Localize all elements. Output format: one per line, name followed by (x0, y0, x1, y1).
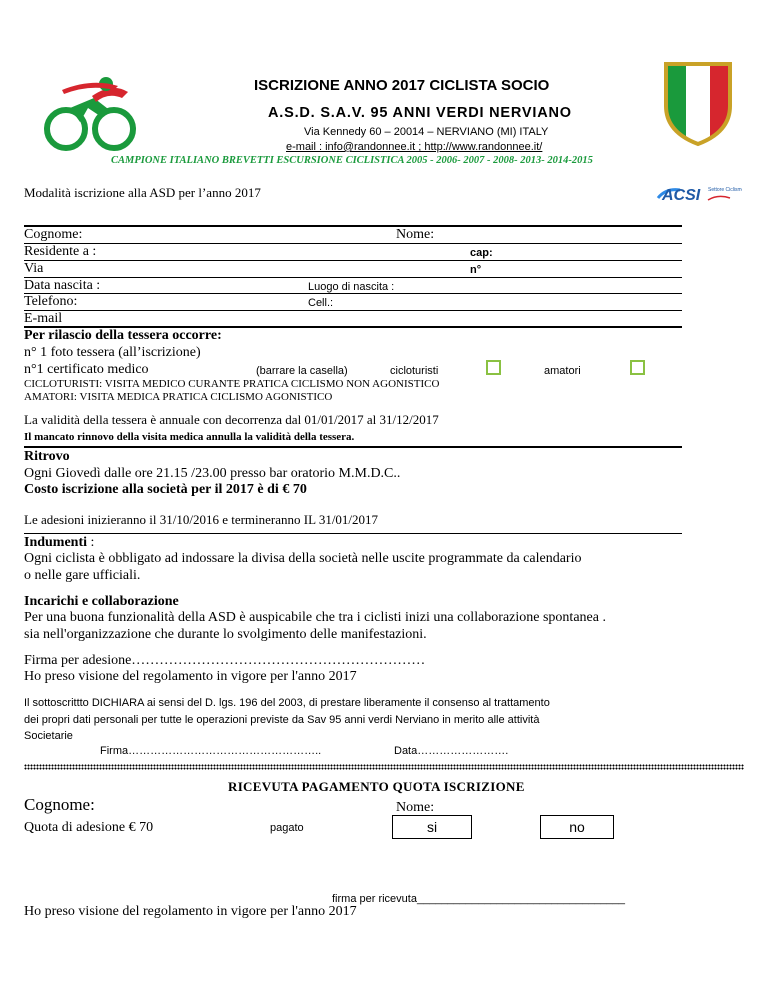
adesioni-text: Le adesioni inizieranno il 31/10/2016 e termineranno IL 31/01/2017 (24, 512, 379, 527)
pagato-no-box[interactable] (540, 815, 614, 839)
firma-regolamento: Ho preso visione del regolamento in vigore per l'anno 2017 (24, 669, 357, 684)
ricevuta-regolamento: Ho preso visione del regolamento in vigore per l'anno 2017 (24, 904, 357, 919)
intro-text: Modalità iscrizione alla ASD per l’anno 2017 (24, 185, 261, 200)
numero-label: n° (470, 264, 482, 276)
indumenti-heading: Indumenti (24, 535, 88, 550)
pagato-no-label: no (569, 819, 585, 835)
tessera-heading: Per rilascio della tessera occorre: (24, 328, 222, 343)
club-logo-cyclist (42, 72, 142, 154)
amatori-checkbox[interactable] (630, 360, 645, 375)
club-contacts-link[interactable]: e-mail : info@randonnee.it ; http://www.randonnee.it/ (286, 141, 543, 153)
cognome-label: Cognome: (24, 227, 83, 242)
email-label: E-mail (24, 311, 63, 326)
indumenti-heading-wrap (24, 535, 94, 551)
note-amatori: AMATORI: VISITA MEDICA PRATICA CICLISMO AGONISTICO (24, 391, 333, 403)
acsi-logo-icon (656, 180, 742, 208)
acsi-logo-small-text: Settore Ciclismo (708, 187, 742, 193)
ricevuta-quota: Quota di adesione € 70 (24, 820, 154, 835)
privacy-data: Data……………………. (394, 745, 509, 757)
residente-label: Residente a : (24, 244, 97, 259)
via-label: Via (24, 261, 44, 276)
ricevuta-title: RICEVUTA PAGAMENTO QUOTA ISCRIZIONE (228, 779, 525, 794)
nome-label: Nome: (396, 227, 435, 242)
tessera-certificato: n°1 certificato medico (24, 362, 149, 377)
italian-shield-icon (662, 58, 734, 148)
rule (24, 310, 682, 311)
rule (24, 293, 682, 294)
note-cicloturisti: CICLOTURISTI: VISITA MEDICO CURANTE PRATICA CICLISMO NON AGONISTICO (24, 378, 440, 390)
firma-adesione: Firma per adesione……………………………………………………… (24, 653, 426, 668)
luogo-nascita-label: Luogo di nascita : (308, 281, 395, 293)
cut-separator (24, 764, 744, 770)
rule (24, 243, 682, 244)
telefono-label: Telefono: (24, 294, 78, 309)
privacy-firma: Firma…………………………………………….. (100, 745, 322, 757)
privacy-line2: dei propri dati personali per tutte le operazioni previste da Sav 95 anni verdi Nerviano in merito alle attività (24, 714, 540, 726)
document-title: ISCRIZIONE ANNO 2017 CICLISTA SOCIO (254, 77, 550, 94)
tessera-foto: n° 1 foto tessera (all’iscrizione) (24, 345, 201, 360)
indumenti-line2: o nelle gare ufficiali. (24, 568, 141, 583)
pagato-si-label: si (426, 819, 438, 835)
champion-line: CAMPIONE ITALIANO BREVETTI ESCURSIONE CICLISTICA 2005 - 2006- 2007 - 2008- 2013- 2014-2015 (111, 155, 593, 166)
indumenti-line1: Ogni ciclista è obbligato ad indossare la divisa della società nelle uscite programmate da calendario (24, 551, 582, 566)
ricevuta-cognome: Cognome: (24, 795, 95, 814)
logo-rider-body (70, 98, 112, 122)
ritrovo-text: Ogni Giovedì dalle ore 21.15 /23.00 presso bar oratorio M.M.D.C.. (24, 466, 401, 481)
incarichi-line1: Per una buona funzionalità della ASD è auspicabile che tra i ciclisti inizi una collaborazione spontanea . (24, 610, 606, 625)
firma-ricevuta: firma per ricevuta__________________________________ (332, 893, 625, 905)
club-name: A.S.D. S.A.V. 95 ANNI VERDI NERVIANO (268, 105, 572, 121)
acsi-logo (656, 180, 742, 208)
privacy-line1: Il sottoscrittto DICHIARA ai sensi del D. lgs. 196 del 2003, di prestare liberamente il consenso al trattamento (24, 697, 550, 709)
ritrovo-heading: Ritrovo (24, 449, 70, 464)
data-nascita-label: Data nascita : (24, 278, 101, 293)
ricevuta-pagato-label: pagato (270, 822, 304, 834)
barrare-hint: (barrare la casella) (256, 365, 348, 377)
rule (24, 533, 682, 534)
costo-iscrizione: Costo iscrizione alla società per il 2017 è di € 70 (24, 482, 307, 497)
form-top-rule (24, 225, 682, 227)
cicloturisti-checkbox[interactable] (486, 360, 501, 375)
club-address: Via Kennedy 60 – 20014 – NERVIANO (MI) ITALY (304, 126, 549, 138)
incarichi-line2: sia nell'organizzazione che durante lo svolgimento delle manifestazioni. (24, 627, 427, 642)
incarichi-heading: Incarichi e collaborazione (24, 594, 179, 609)
rule (24, 277, 682, 278)
pagato-si-box[interactable] (392, 815, 472, 839)
rule (24, 446, 682, 448)
rule (24, 260, 682, 261)
amatori-label: amatori (544, 365, 581, 377)
cap-label: cap: (470, 247, 493, 259)
mancato-rinnovo-text: Il mancato rinnovo della visita medica annulla la validità della tessera. (24, 431, 355, 443)
cicloturisti-label: cicloturisti (390, 365, 439, 377)
acsi-logo-text: ACSI (662, 187, 701, 204)
indumenti-colon: : (87, 535, 95, 550)
privacy-line3: Societarie (24, 730, 73, 742)
ricevuta-nome: Nome: (396, 800, 435, 815)
cell-label: Cell.: (308, 297, 334, 309)
logo-rider-arm (92, 88, 128, 102)
validita-text: La validità della tessera è annuale con decorrenza dal 01/01/2017 al 31/12/2017 (24, 412, 439, 427)
